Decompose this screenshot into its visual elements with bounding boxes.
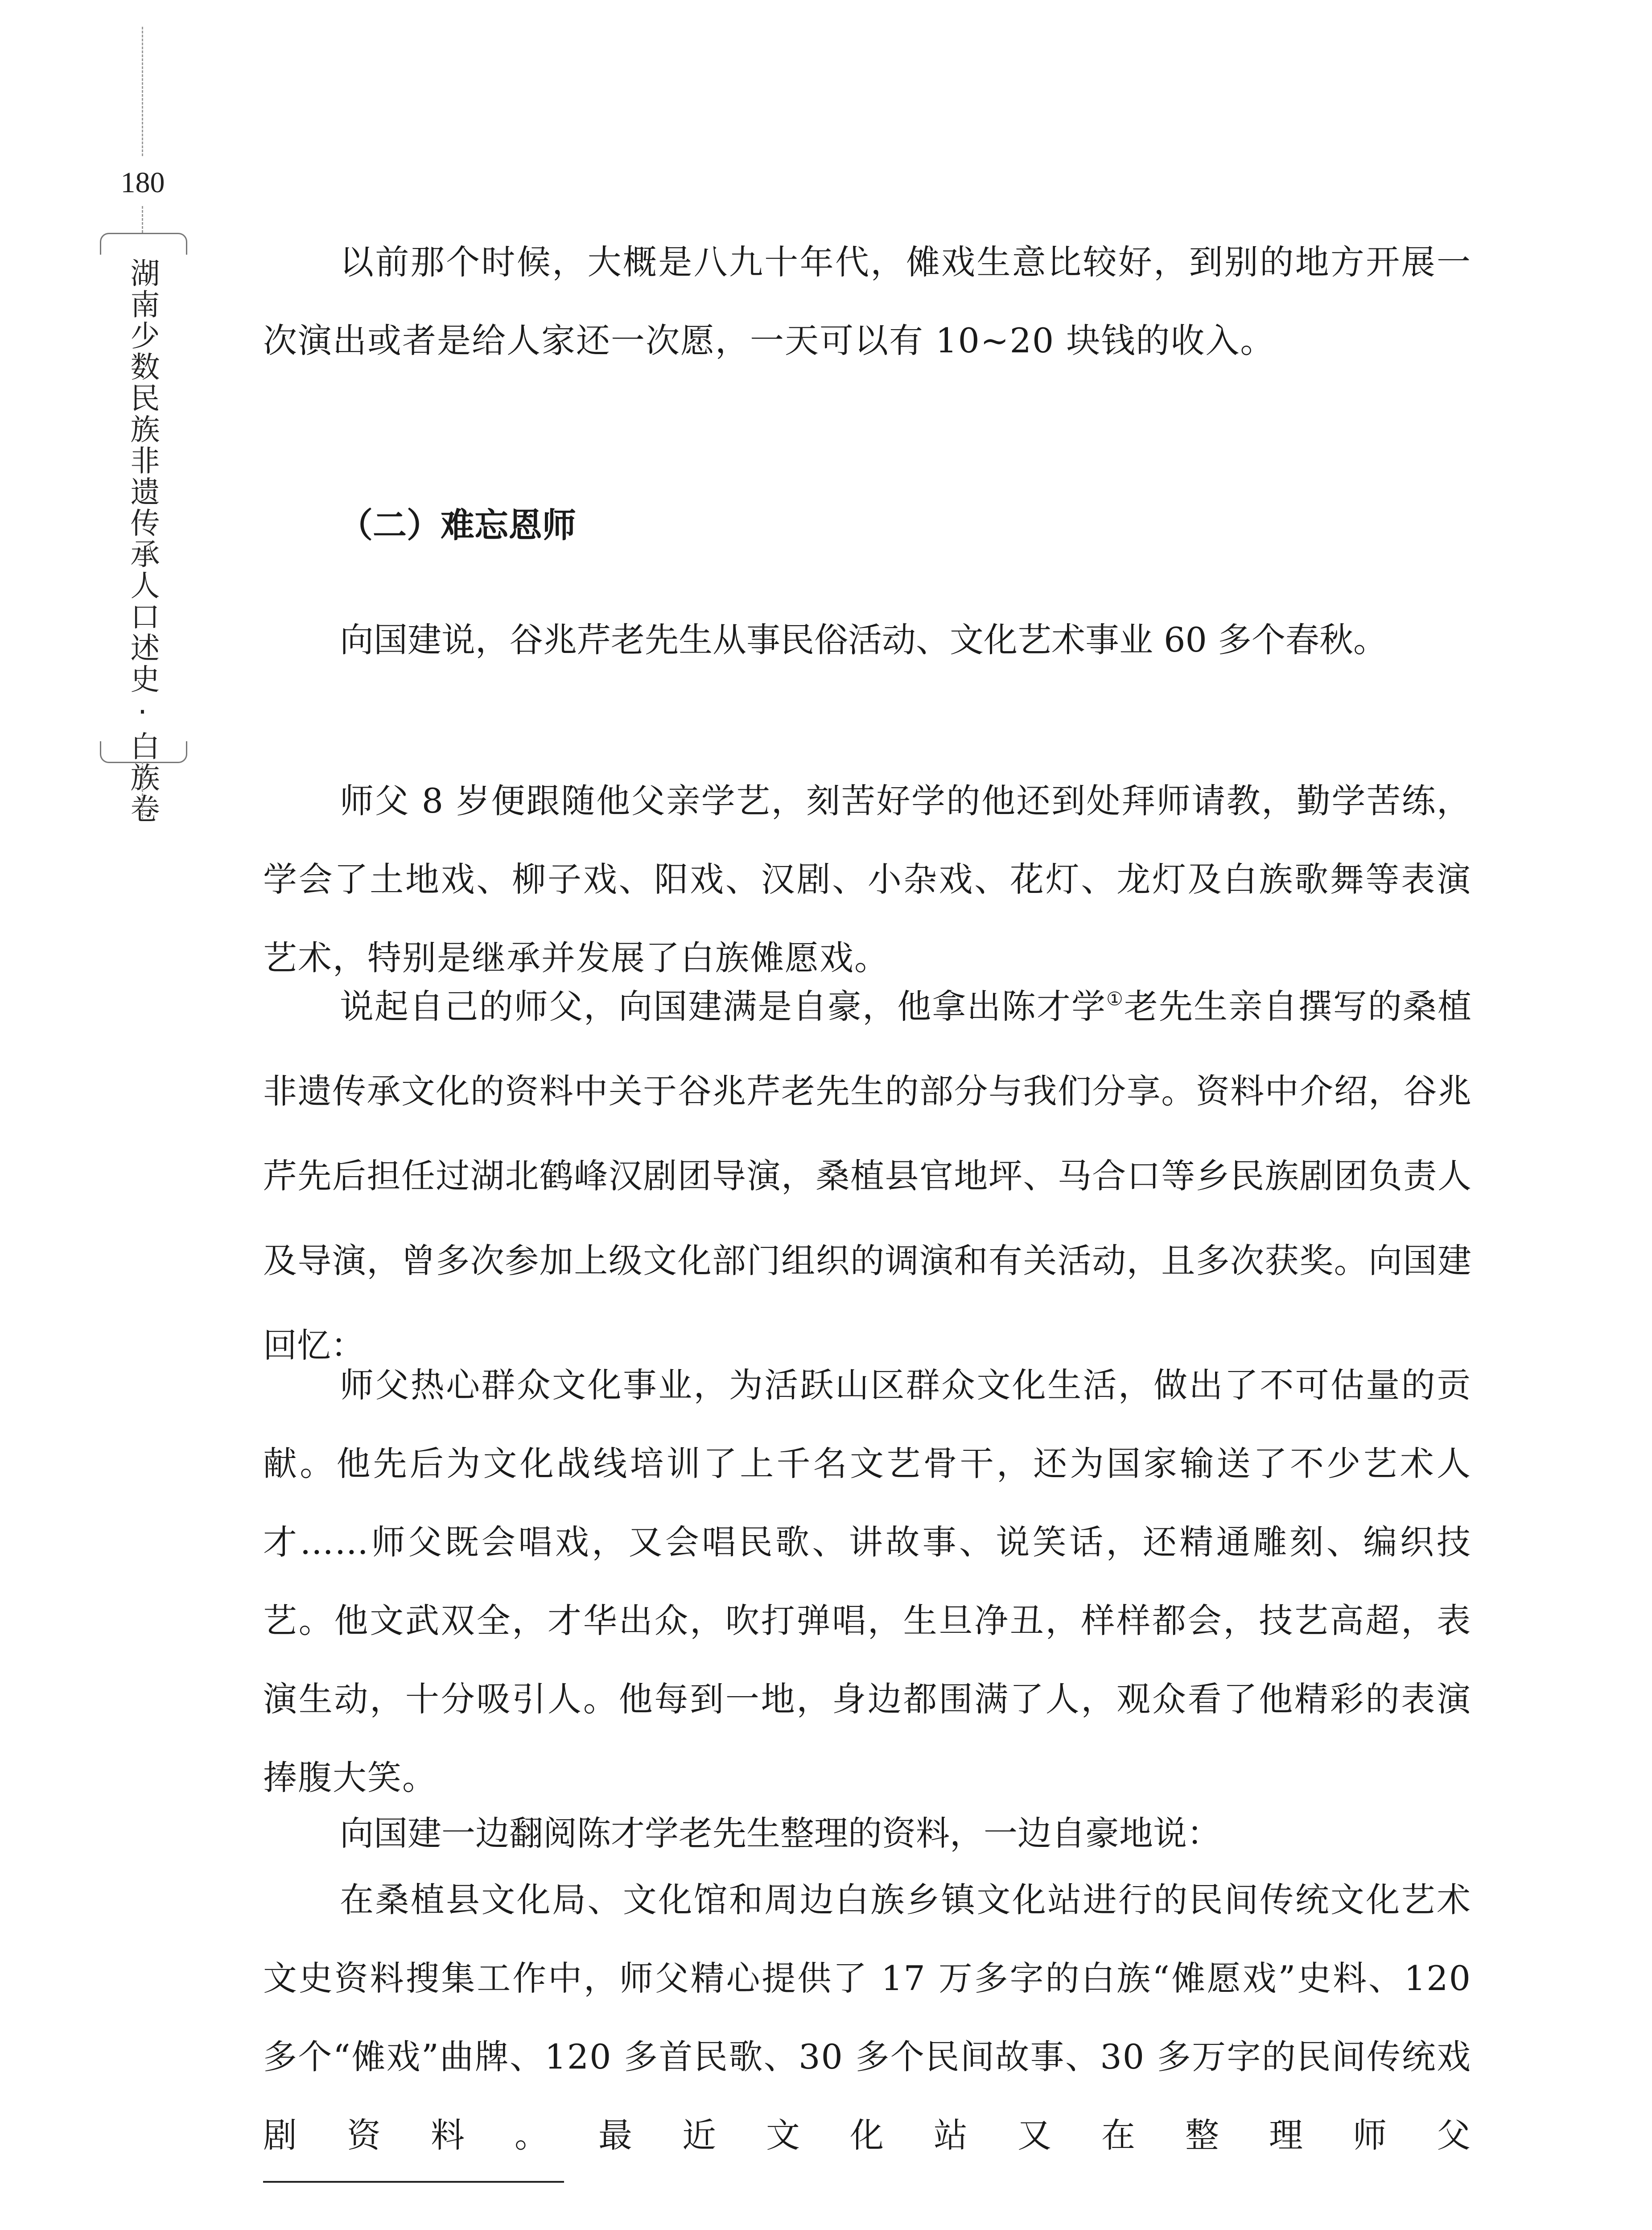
page-number: 180 [120,166,165,199]
paragraph-text-start: 说起自己的师父，向国建满是自豪，他拿出陈才学 [340,987,1107,1026]
quote-paragraph-income: 以前那个时候，大概是八九十年代，傩戏生意比较好，到别的地方开展一次演出或者是给人家还一次愿，一天可以有 10~20 块钱的收入。 [263,242,1471,360]
paragraph-text-rest: 老先生亲自撰写的桑植非遗传承文化的资料中关于谷兆芹老先生的部分与我们分享。资料中介绍，谷兆芹先后担任过湖北鹤峰汉剧团导演，桑植县官地坪、马合口等乡民族剧团负责人及导演，曾多次参加上级文化部门组织的调演和有关活动，且多次获奖。向国建回忆： [263,987,1472,1365]
section-heading: （二）难忘恩师 [339,505,576,545]
series-title-bracket-bottom [100,741,187,763]
footnote-separator [263,2181,564,2183]
series-title-bracket-top [100,233,187,255]
series-title-vertical: 湖南少数民族非遗传承人口述史·白族卷 [125,258,160,825]
quote-paragraph-contributions: 师父热心群众文化事业，为活跃山区群众文化生活，做出了不可估量的贡献。他先后为文化战线培训了上千名文艺骨干，还为国家输送了不少艺术人才……师父既会唱戏，又会唱民歌、讲故事、说笑话，还精通雕刻、编织技艺。他文武双全，才华出众，吹打弹唱，生旦净丑，样样都会，技艺高超，表演生动，十分吸引人。他每到一地，身边都围满了人，观众看了他精彩的表演捧腹大笑。 [263,1365,1471,1797]
paragraph-intro: 向国建说，谷兆芹老先生从事民俗活动、文化艺术事业 60 多个春秋。 [340,620,1388,660]
footnote-reference: ① [1106,987,1124,1010]
margin-dashed-rule-bottom [142,762,143,820]
quote-paragraph-apprenticeship: 师父 8 岁便跟随他父亲学艺，刻苦好学的他还到处拜师请教，勤学苦练，学会了土地戏、柳子戏、阳戏、汉剧、小杂戏、花灯、龙灯及白族歌舞等表演艺术，特别是继承并发展了白族傩愿戏。 [263,781,1471,978]
margin-dashed-rule-middle [142,206,143,233]
paragraph-recollection: 向国建一边翻阅陈才学老先生整理的资料，一边自豪地说： [340,1813,1221,1853]
margin-dashed-rule-top [142,27,143,156]
quote-paragraph-archives: 在桑植县文化局、文化馆和周边白族乡镇文化站进行的民间传统文化艺术文史资料搜集工作中，师父精心提供了 17 万多字的白族“傩愿戏”史料、120 多个“傩戏”曲牌、120 多首民歌、30 多个民间故事、30 多万字的民间传统戏剧资料。最近文化站又在整理师父 [263,1880,1471,2155]
paragraph-master-biography [263,964,1471,1388]
